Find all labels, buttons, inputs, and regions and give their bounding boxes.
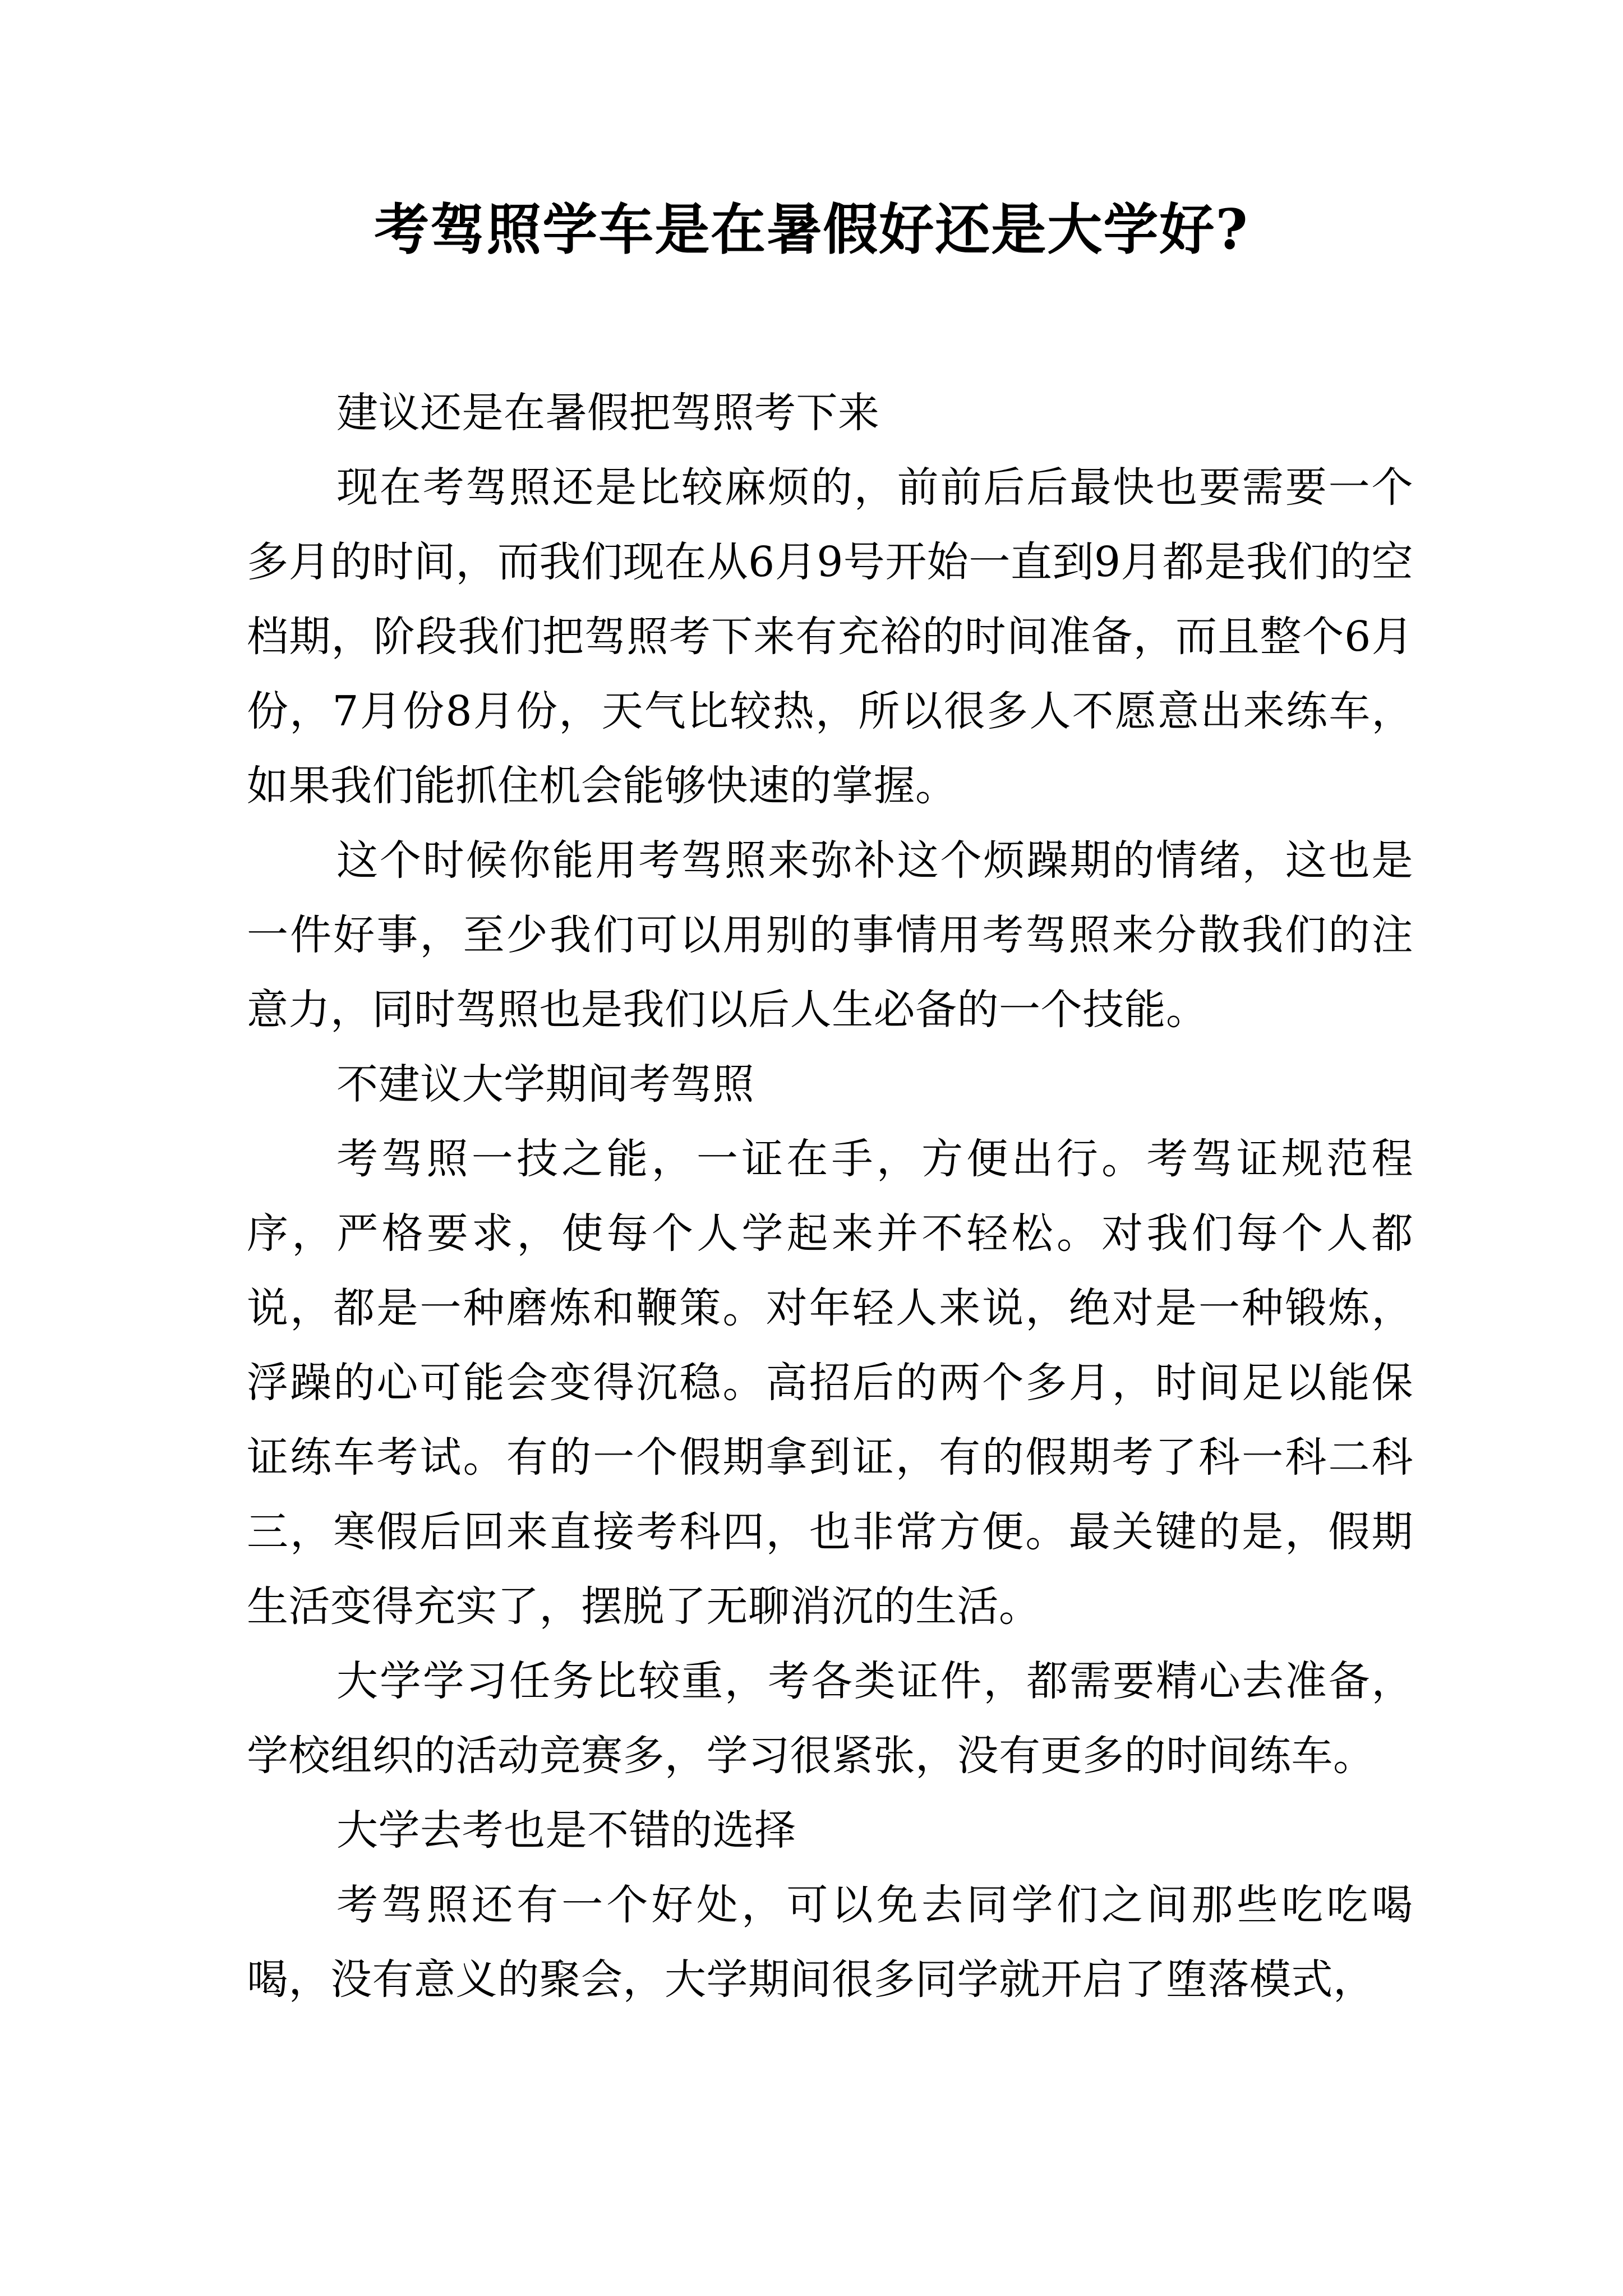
paragraph: 大学学习任务比较重，考各类证件，都需要精心去准备，学校组织的活动竞赛多，学习很紧张，没有更多的时间练车。	[247, 1657, 1413, 1780]
document-body	[247, 376, 1413, 2017]
paragraph: 考驾照一技之能，一证在手，方便出行。考驾证规范程序，严格要求，使每个人学起来并不轻松。对我们每个人都说，都是一种磨炼和鞭策。对年轻人来说，绝对是一种锻炼，浮躁的心可能会变得沉稳。高招后的两个多月，时间足以能保证练车考试。有的一个假期拿到证，有的假期考了科一科二科三，寒假后回来直接考科四，也非常方便。最关键的是，假期生活变得充实了，摆脱了无聊消沉的生活。	[247, 1135, 1413, 1631]
paragraph: 现在考驾照还是比较麻烦的，前前后后最快也要需要一个多月的时间，而我们现在从6月9号开始一直到9月都是我们的空档期，阶段我们把驾照考下来有充裕的时间准备，而且整个6月份，7月份8月份，天气比较热，所以很多人不愿意出来练车，如果我们能抓住机会能够快速的掌握。	[247, 463, 1413, 810]
paragraph: 这个时候你能用考驾照来弥补这个烦躁期的情绪，这也是一件好事，至少我们可以用别的事情用考驾照来分散我们的注意力，同时驾照也是我们以后人生必备的一个技能。	[247, 836, 1413, 1034]
paragraph-heading-university-ok: 大学去考也是不错的选择	[336, 1806, 796, 1855]
paragraph-heading-not-university: 不建议大学期间考驾照	[336, 1060, 754, 1108]
paragraph: 考驾照还有一个好处，可以免去同学们之间那些吃吃喝喝，没有意义的聚会，大学期间很多同学就开启了堕落模式，	[247, 1881, 1413, 2004]
paragraph-heading-summer: 建议还是在暑假把驾照考下来	[336, 389, 880, 437]
document-title: 考驾照学车是在暑假好还是大学好?	[374, 197, 1249, 262]
